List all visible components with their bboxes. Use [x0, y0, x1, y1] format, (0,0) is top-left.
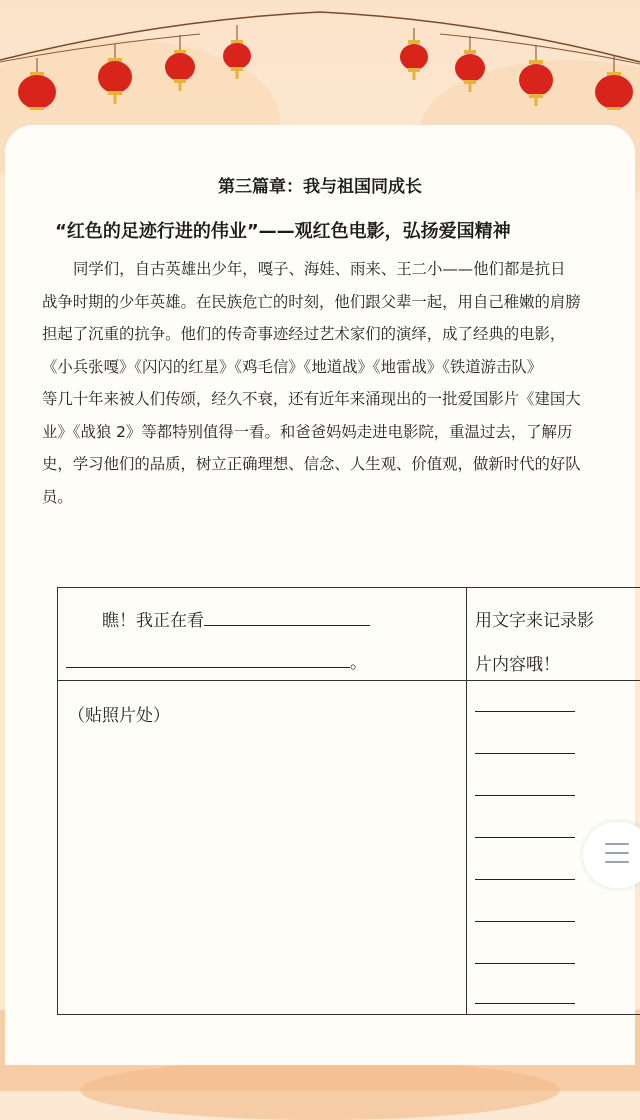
movie-record-table — [57, 587, 640, 1015]
watching-suffix: 。 — [350, 653, 367, 673]
note-blank-line[interactable] — [475, 795, 575, 796]
note-blank-line[interactable] — [475, 837, 575, 838]
intro-paragraph — [42, 253, 618, 513]
lantern-icon — [18, 58, 56, 110]
paragraph-line: 担起了沉重的抗争。他们的传奇事迹经过艺术家们的演绎，成了经典的电影， — [42, 318, 618, 351]
content-card — [5, 125, 635, 1065]
note-blank-line[interactable] — [475, 753, 575, 754]
note-header-cell — [467, 588, 640, 681]
footer-decor — [80, 1060, 560, 1120]
side-menu-button[interactable] — [583, 822, 640, 888]
note-blank-line[interactable] — [475, 1003, 575, 1004]
chapter-title: 第三篇章：我与祖国同成长 — [5, 172, 635, 197]
menu-icon — [605, 843, 629, 865]
watching-prefix: 瞧！我正在看 — [102, 611, 204, 631]
lantern-icon — [400, 28, 428, 80]
paragraph-line: 战争时期的少年英雄。在民族危亡的时刻，他们跟父辈一起，用自己稚嫩的肩膀 — [42, 286, 618, 319]
note-blank-line[interactable] — [475, 963, 575, 964]
lantern-garland — [0, 0, 640, 110]
lantern-icon — [165, 35, 195, 91]
note-blank-line[interactable] — [475, 921, 575, 922]
lantern-icon — [519, 46, 553, 106]
paragraph-line: 业》《战狼 2》等都特别值得一看。和爸爸妈妈走进电影院，重温过去，了解历 — [42, 416, 618, 449]
lantern-icon — [595, 56, 633, 110]
movie-title-blank[interactable] — [204, 611, 370, 626]
watching-line — [102, 606, 370, 631]
note-blank-line[interactable] — [475, 879, 575, 880]
paragraph-line: 员。 — [42, 481, 618, 514]
photo-area[interactable] — [58, 681, 467, 1015]
photo-label: （贴照片处） — [68, 701, 170, 726]
lantern-icon — [98, 44, 132, 104]
paragraph-line: 同学们，自古英雄出少年，嘎子、海娃、雨来、王二小——他们都是抗日 — [42, 253, 618, 286]
watching-line-2 — [66, 648, 367, 673]
note-instruction-line1: 用文字来记录影 — [475, 606, 594, 631]
note-blank-line[interactable] — [475, 711, 575, 712]
paragraph-line: 等几十年来被人们传颂，经久不衰，还有近年来涌现出的一批爱国影片《建国大 — [42, 383, 618, 416]
lantern-icon — [223, 25, 251, 79]
watching-cell[interactable] — [58, 588, 467, 681]
paragraph-line: 史，学习他们的品质，树立正确理想、信念、人生观、价值观，做新时代的好队 — [42, 448, 618, 481]
movie-title-blank-2[interactable] — [66, 653, 350, 668]
note-instruction-line2: 片内容哦！ — [475, 650, 560, 675]
lantern-icon — [455, 36, 485, 92]
section-subtitle: “红色的足迹行进的伟业”——观红色电影，弘扬爱国精神 — [55, 217, 511, 243]
paragraph-line: 《小兵张嘎》《闪闪的红星》《鸡毛信》《地道战》《地雷战》《铁道游击队》 — [42, 351, 618, 384]
